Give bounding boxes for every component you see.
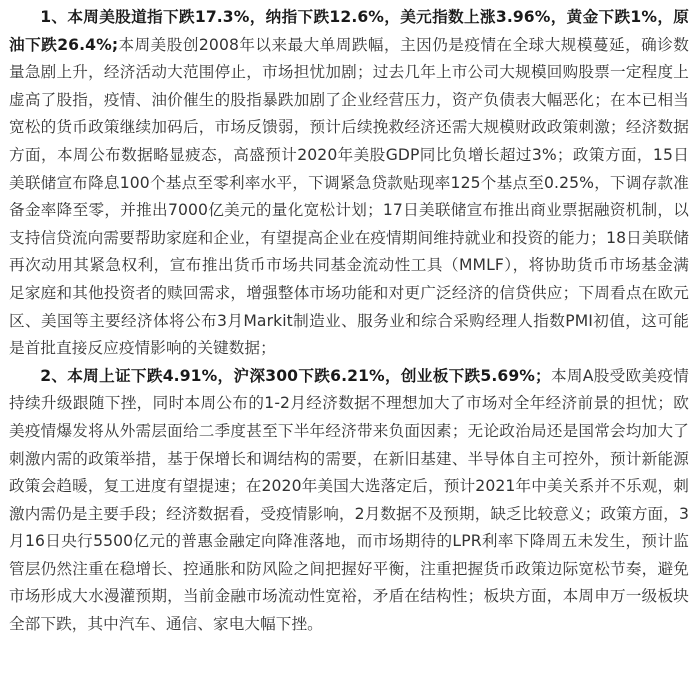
paragraph-text-us-market: 本周美股创2008年以来最大单周跌幅，主因仍是疫情在全球大规模蔓延，确诊数量急剧上升，经济活动大范围停止，市场担忧加剧；过去几年上市公司大规模回购股票一定程度上虚高了股指，疫情、油价催生的股指暴跌加剧了企业经营压力，资产负债表大幅恶化；在本已相当宽松的货币政策继续加码后，市场反馈弱，预计后续挽救经济还需大规模财政政策刺激；经济数据方面，本周公布数据略显疲态，高盛预计2020年美股GDP同比负增长超过3%；政策方面，15日美联储宣布降息100个基点至零利率水平，下调紧急贷款贴现率125个基点至0.25%，下调存款准备金率降至零，并推出7000亿美元的量化宽松计划；17日美联储宣布推出商业票据融资机制，以支持信贷流向需要帮助家庭和企业，有望提高企业在疫情期间维持就业和投资的能力；18日美联储再次动用其紧急权利，宣布推出货币市场共同基金流动性工具（MMLF），将协助货币市场基金满足家庭和其他投资者的赎回需求，增强整体市场功能和对更广泛经济的信贷供应；下周看点在欧元区、美国等主要经济体将公布3月Markit制造业、服务业和综合采购经理人指数PMI初值，这可能是首批直接反应疫情影响的关键数据； bbox=[9, 35, 689, 358]
article-body bbox=[9, 4, 689, 639]
paragraph-a-share-market bbox=[9, 363, 689, 639]
paragraph-text-a-share-market: 本周A股受欧美疫情持续升级跟随下挫，同时本周公布的1-2月经济数据不理想加大了市场对全年经济前景的担忧；欧美疫情爆发将从外需层面给二季度甚至下半年经济带来负面因素；无论政治局还是国常会均加大了刺激内需的政策举措，基于保增长和调结构的需要，在新旧基建、半导体自主可控外，预计新能源政策会趋暖，复工进度有望提速；在2020年美国大选落定后，预计2021年中美关系并不乐观，刺激内需仍是主要手段；经济数据看，受疫情影响，2月数据不及预期，缺乏比较意义；政策方面，3月16日央行5500亿元的普惠金融定向降准落地，而市场期待的LPR利率下降周五未发生，预计监管层仍然注重在稳增长、控通胀和防风险之间把握好平衡，注重把握货币政策边际宽松节奏，避免市场形成大水漫灌预期，当前金融市场流动性宽裕，矛盾在结构性；板块方面，本周申万一级板块全部下跌，其中汽车、通信、家电大幅下挫。 bbox=[9, 366, 689, 634]
paragraph-lead-a-share-market: 2、本周上证下跌4.91%，沪深300下跌6.21%，创业板下跌5.69%； bbox=[40, 366, 551, 385]
paragraph-us-market bbox=[9, 4, 689, 363]
paragraph-lead-us-market: 1、本周美股道指下跌17.3%，纳指下跌12.6%，美元指数上涨3.96%，黄金下跌1%，原油下跌26.4%; bbox=[9, 8, 689, 54]
